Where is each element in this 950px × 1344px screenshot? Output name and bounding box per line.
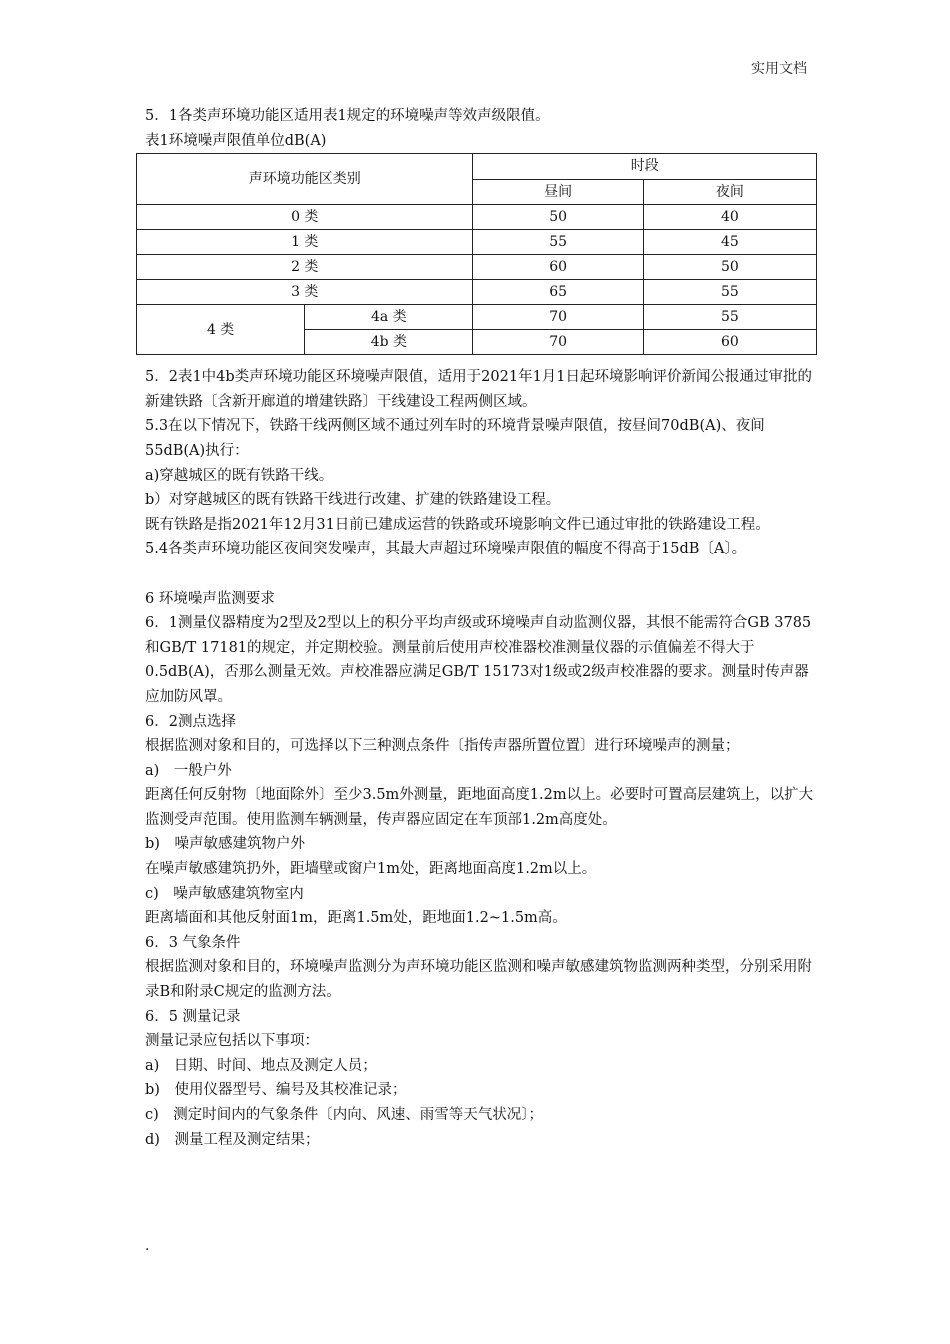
table-caption: 表1环境噪声限值单位dB(A) [145,132,327,149]
paragraph: 6．1测量仪器精度为2型及2型以上的积分平均声级或环境噪声自动监测仪器，其恨不能需符合GB 3785和GB/T 17181的规定，并定期校验。测量前后使用声校准器校准测量仪器的示值偏差不得大于0.5dB(A)，否那么测量无效。声校准器应满足GB/T 15173对1级或2级声校准器的要求。测量时传声器应加防风罩。 [145,615,812,705]
table-header-category: 声环境功能区类别 [137,154,473,205]
paragraph-5-1: 5．1各类声环境功能区适用表1规定的环境噪声等效声级限值。 [145,108,550,124]
table-cell-day: 70 [473,330,643,355]
paragraph: 在噪声敏感建筑扔外，距墙壁或窗户1m处，距离地面高度1.2m以上。 [145,861,597,878]
paragraph: 距离墙面和其他反射面1m，距离1.5m处，距地面1.2~1.5m高。 [145,910,567,927]
paragraph: 5.4各类声环境功能区夜间突发噪声，其最大声超过环境噪声限值的幅度不得高于15dB〔A〕。 [145,541,747,558]
table-header-day: 昼间 [473,179,643,205]
table-cell-category: 3 类 [137,280,473,305]
list-item: d) 测量工程及测定结果； [145,1131,320,1148]
paragraph: 根据监测对象和目的，可选择以下三种测点条件〔指传声器所置位置〕进行环境噪声的测量； [145,738,740,755]
table-cell-day: 70 [473,305,643,330]
paragraph: b）对穿越城区的既有铁路干线进行改建、扩建的铁路建设工程。 [145,492,561,509]
table-cell-night: 55 [643,305,816,330]
section-heading: 6 环境噪声监测要求 [145,590,275,607]
table-cell-night: 60 [643,330,816,355]
table-cell-night: 40 [643,205,816,230]
list-item: c) 噪声敏感建筑物室内 [145,885,304,902]
table-header-night: 夜间 [643,179,816,205]
table-cell-subcategory: 4b 类 [305,330,473,355]
table-cell-day: 50 [473,205,643,230]
paragraph: 测量记录应包括以下事项： [145,1033,319,1050]
paragraph: 根据监测对象和目的，环境噪声监测分为声环境功能区监测和噪声敏感建筑物监测两种类型，分别采用附录B和附录C规定的监测方法。 [145,959,812,1001]
table-cell-category: 0 类 [137,205,473,230]
table-row [137,305,817,330]
table-cell-subcategory: 4a 类 [305,305,473,330]
table-cell-night: 55 [643,280,816,305]
spacer [145,562,817,587]
table-cell-night: 45 [643,230,816,255]
list-item: c) 测定时间内的气象条件〔内向、风速、雨雪等天气状况〕； [145,1107,544,1123]
paragraph: a)穿越城区的既有铁路干线。 [145,467,334,484]
paragraph: 既有铁路是指2021年12月31日前已建成运营的铁路或环境影响文件已通过审批的铁路建设工程。 [145,516,770,533]
list-item: a) 日期、时间、地点及测定人员； [145,1057,377,1074]
paragraph: 距离任何反射物〔地面除外〕至少3.5m外测量，距地面高度1.2m以上。必要时可置高层建筑上，以扩大监测受声范围。使用监测车辆测量，传声器应固定在车顶部1.2m高度处。 [145,787,814,828]
table-cell-day: 55 [473,230,643,255]
table-cell-category-4: 4 类 [137,305,305,355]
table-cell-night: 50 [643,255,816,280]
footer-dot: . [145,1238,150,1254]
list-item: a) 一般户外 [145,762,232,779]
header-label: 实用文档 [751,61,807,77]
table-cell-category: 2 类 [137,255,473,280]
list-item: b) 使用仪器型号、编号及其校准记录； [145,1082,407,1099]
noise-limit-table [136,153,817,355]
table-cell-day: 60 [473,255,643,280]
table-row [137,205,817,230]
document-body [145,104,817,1152]
section-heading: 6．3 气象条件 [145,934,241,951]
list-item: b) 噪声敏感建筑物户外 [145,836,305,853]
table-header-period: 时段 [473,154,817,180]
table-row [137,230,817,255]
section-heading: 6．5 测量记录 [145,1008,241,1025]
paragraph: 5.3在以下情况下，铁路干线两侧区域不通过列车时的环境背景噪声限值，按昼间70dB(A)、夜间55dB(A)执行： [145,418,765,459]
paragraph: 5．2表1中4b类声环境功能区环境噪声限值，适用于2021年1月1日起环境影响评价新闻公报通过审批的新建铁路〔含新开廊道的增建铁路〕干线建设工程两侧区域。 [145,369,813,410]
section-heading: 6．2测点选择 [145,713,236,730]
table-cell-category: 1 类 [137,230,473,255]
table-row [137,280,817,305]
table-cell-day: 65 [473,280,643,305]
table-row [137,255,817,280]
